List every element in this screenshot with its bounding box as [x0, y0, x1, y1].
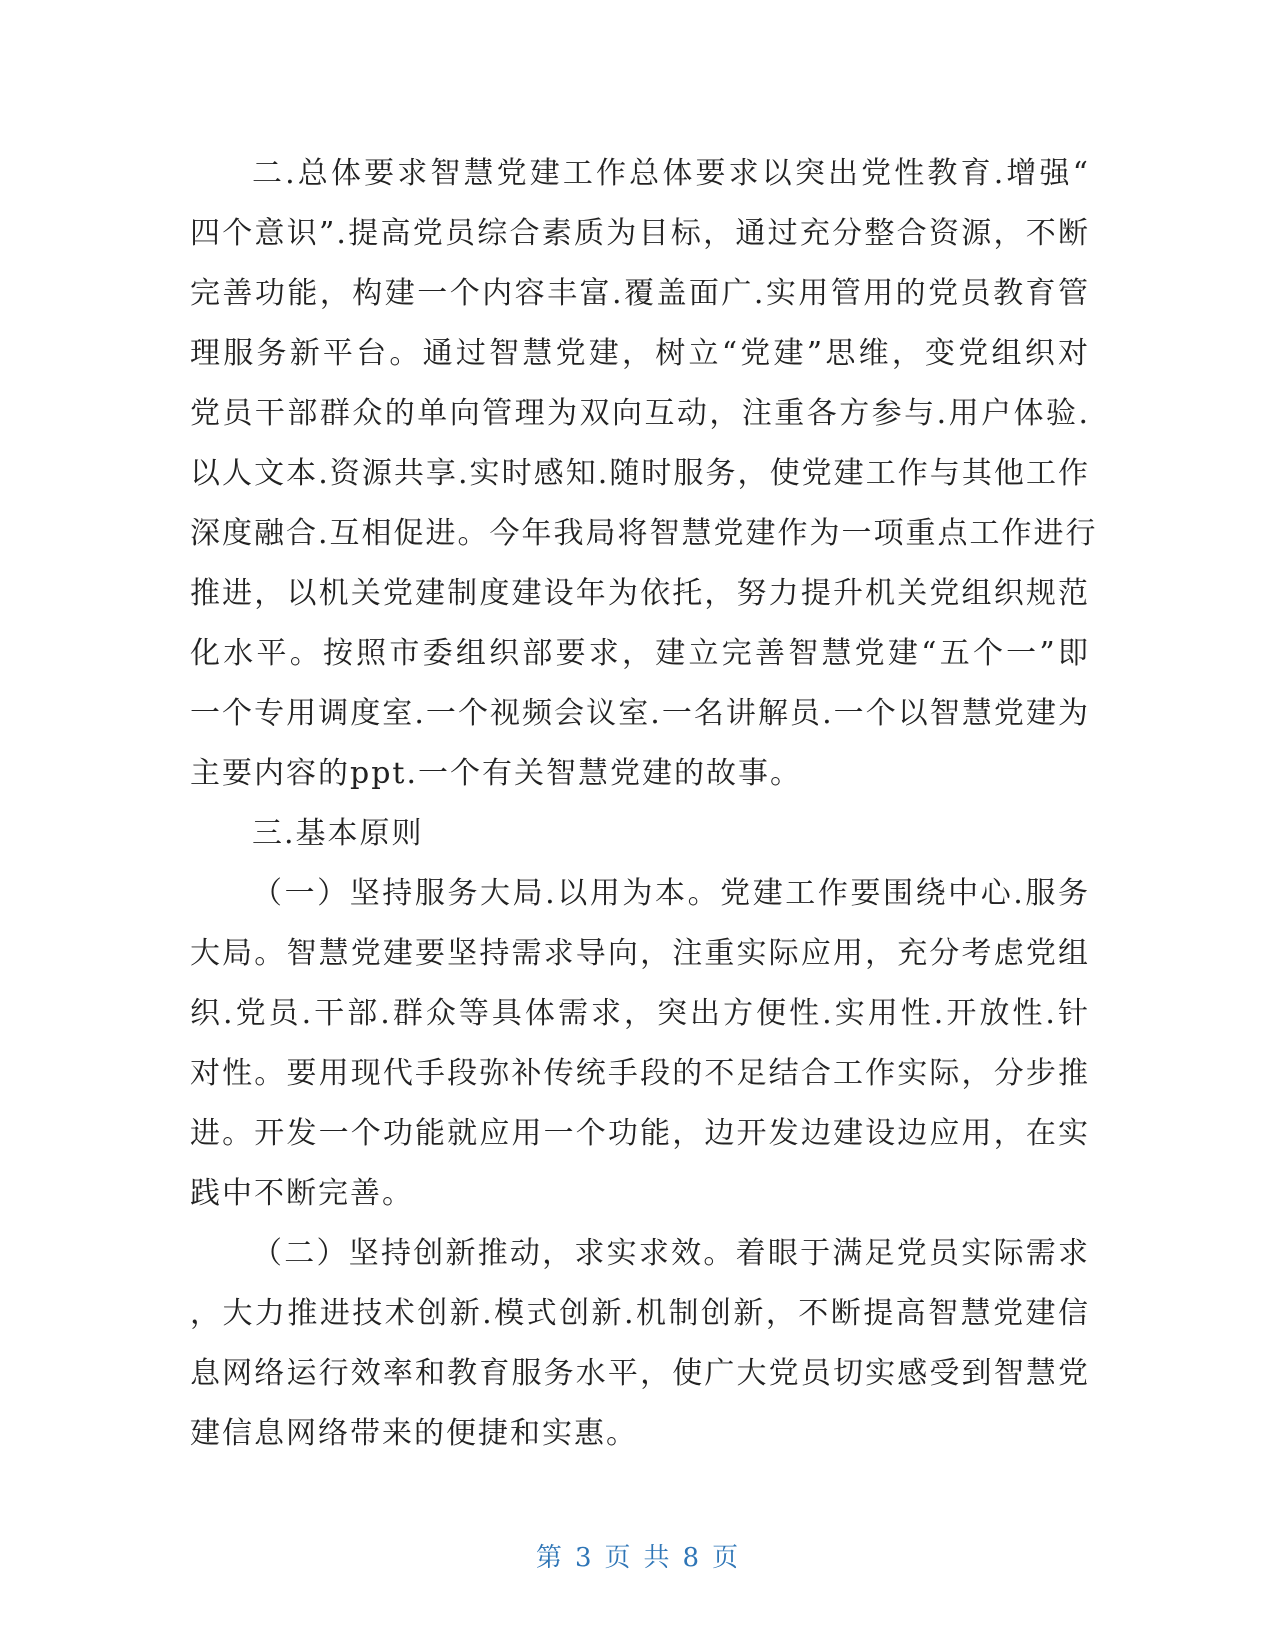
page-footer — [0, 1538, 1275, 1578]
text-line: 息网络运行效率和教育服务水平，使广大党员切实感受到智慧党 — [190, 1356, 1090, 1391]
text-line: 完善功能，构建一个内容丰富.覆盖面广.实用管用的党员教育管 — [190, 276, 1090, 311]
text-line: 主要内容的ppt.一个有关智慧党建的故事。 — [190, 756, 802, 791]
footer-page-word: 页 — [604, 1543, 632, 1573]
text-line: 践中不断完善。 — [190, 1176, 414, 1211]
heading-text: 三.基本原则 — [252, 816, 424, 851]
footer-total-word: 共 — [643, 1543, 671, 1573]
footer-suffix: 页 — [712, 1543, 740, 1573]
text-line: 二.总体要求智慧党建工作总体要求以突出党性教育.增强“ — [252, 156, 1090, 191]
text-line: 推进，以机关党建制度建设年为依托，努力提升机关党组织规范 — [190, 576, 1090, 611]
text-line: 建信息网络带来的便捷和实惠。 — [190, 1416, 638, 1451]
paragraph-section-2 — [190, 144, 1098, 804]
text-line: 以人文本.资源共享.实时感知.随时服务，使党建工作与其他工作 — [190, 456, 1090, 491]
text-line: ，大力推进技术创新.模式创新.机制创新，不断提高智慧党建信 — [190, 1296, 1090, 1331]
text-line: 织.党员.干部.群众等具体需求，突出方便性.实用性.开放性.针 — [190, 996, 1090, 1031]
text-line: 四个意识”.提高党员综合素质为目标，通过充分整合资源，不断 — [190, 216, 1090, 251]
text-line: 党员干部群众的单向管理为双向互动，注重各方参与.用户体验. — [190, 396, 1090, 431]
text-line: 深度融合.互相促进。今年我局将智慧党建作为一项重点工作进行 — [190, 516, 1098, 551]
footer-prefix: 第 — [535, 1543, 563, 1573]
text-line: 对性。要用现代手段弥补传统手段的不足结合工作实际，分步推 — [190, 1056, 1090, 1091]
current-page-number: 3 — [574, 1543, 593, 1573]
total-pages-number: 8 — [682, 1543, 701, 1573]
paragraph-principle-2 — [190, 1224, 1090, 1464]
text-line: 进。开发一个功能就应用一个功能，边开发边建设边应用，在实 — [190, 1116, 1090, 1151]
section-heading — [190, 804, 1090, 864]
text-line: （二）坚持创新推动，求实求效。着眼于满足党员实际需求 — [252, 1236, 1090, 1271]
text-line: 理服务新平台。通过智慧党建，树立“党建”思维，变党组织对 — [190, 336, 1090, 371]
text-line: 化水平。按照市委组织部要求，建立完善智慧党建“五个一”即 — [190, 636, 1090, 671]
text-line: （一）坚持服务大局.以用为本。党建工作要围绕中心.服务 — [252, 876, 1090, 911]
paragraph-principle-1 — [190, 864, 1090, 1224]
document-body — [190, 144, 1098, 1464]
text-line: 一个专用调度室.一个视频会议室.一名讲解员.一个以智慧党建为 — [190, 696, 1090, 731]
text-line: 大局。智慧党建要坚持需求导向，注重实际应用，充分考虑党组 — [190, 936, 1090, 971]
